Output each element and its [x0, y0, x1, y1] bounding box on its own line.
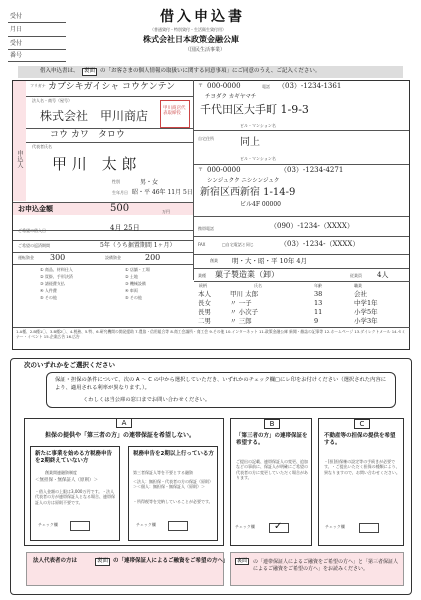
loan-amount-unit: 万円: [162, 209, 170, 214]
selection-heading: 次のいずれかをご選択ください: [24, 361, 115, 369]
family-table: [194, 281, 410, 326]
business-value[interactable]: 菓子製造業（卸）: [215, 270, 279, 279]
rep-name-value[interactable]: 甲 川 太 郎: [52, 155, 137, 173]
equipment-label: 設備資金: [105, 255, 121, 260]
divider: [194, 130, 409, 131]
option-a-right-checkbox[interactable]: [168, 521, 188, 531]
equipment-value[interactable]: 200: [145, 253, 161, 262]
check-label: チェック欄: [136, 522, 156, 527]
facility-item[interactable]: ③ 機械設備: [125, 281, 146, 286]
table-cell[interactable]: 11: [314, 308, 323, 316]
table-cell[interactable]: 38: [314, 290, 323, 298]
consent-notice: 借入申込書は、 裏面 の「お客さまの個人情報の取扱いに関する同意事項」にご同意のうえ、ご記入ください。: [18, 66, 403, 78]
purpose-item[interactable]: ① 商品、材料仕入: [40, 267, 73, 272]
number-label: 番号: [10, 52, 23, 59]
accepted-label: 受付: [10, 40, 23, 47]
facility-item[interactable]: ② 土地: [125, 274, 138, 279]
form-subtitle: （普通貸付・特別貸付・生活衛生貸付用）: [150, 27, 226, 32]
table-cell[interactable]: 甲川 太郎: [230, 290, 259, 298]
home-building-label: ビル・マンション名: [240, 156, 276, 161]
division-label: （国民生活事業）: [185, 47, 226, 53]
address-furigana-value[interactable]: チヨダク カギヤマチ: [205, 94, 257, 100]
office-postal-label: 〒: [198, 167, 204, 173]
option-b-title: 「第三者の方」の連帯保証を希望する。: [236, 433, 308, 447]
founding-value[interactable]: 明・大・昭・平 10年 4月: [232, 257, 308, 265]
option-b-panel: [230, 418, 312, 546]
option-a-left-checkbox[interactable]: [70, 521, 90, 531]
col-name: 氏名: [254, 283, 262, 288]
divider: [194, 268, 409, 269]
corp-name-label: 法人名・商号（屋号）: [32, 98, 72, 103]
divider: [194, 254, 409, 255]
divider: [8, 36, 66, 37]
table-cell[interactable]: 二男: [198, 317, 211, 325]
corp-name-value[interactable]: 株式会社 甲川商店: [40, 109, 149, 123]
divider: [13, 264, 193, 265]
date-label: 月日: [10, 26, 23, 33]
option-a-letter: A: [116, 418, 132, 428]
form-title: 借入申込書: [160, 9, 245, 25]
option-c-checkbox[interactable]: [359, 523, 379, 533]
home-address-value[interactable]: 同上: [240, 137, 260, 148]
option-c-notes: ・[担]担保権の設定等の手続きが必要です。・ご提出いただく担保の種類により、異なりますので、お問い合わせください。: [324, 459, 400, 475]
applicant-side-band: [13, 81, 26, 201]
divider: [194, 236, 409, 237]
option-a-left: 新たに事業を始める方税務申告を2期終えていない方 創業関連融資制度 ＜無担保・無保証人（原則）＞ ・借入金額の上限は3,000万円です。・法人代表者の方が連帯保証人となる場合、連帯保証人の方は原則不要です。: [30, 446, 120, 541]
fax-label: FAX: [198, 242, 206, 247]
col-job: 職業: [354, 283, 362, 288]
postal-value[interactable]: 000-0000: [207, 82, 241, 90]
column-divider: [193, 80, 194, 280]
divider: [13, 327, 410, 328]
rep-label: 代表者氏名: [32, 144, 52, 149]
divider: [8, 49, 66, 50]
option-c-panel: [318, 418, 404, 546]
office-tel-value[interactable]: （03）-1234-4271: [280, 166, 344, 174]
operation-value[interactable]: 300: [50, 253, 66, 262]
back-side-ref: 裏面: [237, 558, 248, 564]
fax-note: □自宅電話と同じ: [222, 242, 254, 247]
company-seal: 甲川商店代表取締役: [160, 100, 190, 128]
borrow-date-value[interactable]: 4月 25日: [110, 224, 140, 232]
option-a-title: 担保の提供や「第三者の方」の連帯保証を希望しない。: [45, 432, 196, 439]
bottom-left-note: 法人代表者の方は 裏面 の「連帯保証人によるご融資をご希望の方へ」: [26, 552, 224, 586]
facility-item[interactable]: ① 店舗・工場: [125, 267, 150, 272]
employees-label: 従業員: [350, 273, 362, 278]
loan-section-label: お申込金額: [18, 205, 53, 213]
table-cell[interactable]: 13: [314, 299, 323, 307]
table-cell[interactable]: 9: [314, 317, 319, 325]
divider: [8, 61, 66, 62]
building-label: ビル・マンション名: [240, 123, 276, 128]
table-cell[interactable]: 中学1年: [354, 299, 378, 307]
divider: [13, 252, 193, 253]
office-furigana-value[interactable]: シンジュクク ニシシンジュク: [207, 178, 280, 184]
table-cell[interactable]: 小学5年: [354, 308, 378, 316]
table-cell[interactable]: 〃 小次子: [230, 308, 259, 316]
check-mark-icon: ✓: [274, 521, 283, 532]
tel-label: 電話: [262, 84, 270, 89]
purpose-item[interactable]: ② 買掛、手形決済: [40, 274, 73, 279]
period-value[interactable]: 5年（うち据置期間 1ヶ月）: [100, 242, 176, 249]
gender-label: 性別: [112, 179, 120, 184]
divider: [8, 22, 66, 23]
divider: [26, 96, 193, 97]
rep-furigana-value[interactable]: コウ カワ タロウ: [50, 130, 125, 140]
selection-instructions: 保証・担保の条件について、次の A ～ C の中から選択していただき、いずれかのチェック欄□にレ印をお付けください（選択された内容により、適用される利率が異なります。）。 くわしくは当公庫の窓口までお問い合わせください。: [46, 372, 396, 408]
col-age: 年齢: [314, 283, 322, 288]
divider: [194, 216, 409, 217]
table-cell[interactable]: 本人: [198, 290, 211, 298]
business-label: 業種: [198, 273, 206, 278]
gender-value[interactable]: 男・女: [140, 179, 159, 186]
address-value[interactable]: 千代田区大手町 1-9-3: [200, 103, 309, 116]
option-b-checkbox[interactable]: [269, 523, 289, 533]
col-relation: 続柄: [199, 283, 207, 288]
office-address-value[interactable]: 新宿区西新宿 1-14-9: [200, 187, 296, 198]
office-building-value[interactable]: ビル4F 00000: [240, 201, 281, 208]
period-label: ご希望の返済期間: [18, 243, 50, 248]
option-b-letter: B: [264, 419, 280, 429]
home-address-label: 自宅住所: [198, 136, 214, 141]
purpose-item[interactable]: ④ 人件費: [40, 288, 57, 293]
table-cell[interactable]: 長女: [198, 299, 211, 307]
facility-item[interactable]: ④ 車両: [125, 288, 138, 293]
table-cell[interactable]: 小学3年: [354, 317, 378, 325]
option-a-right: 税務申告を2期以上行っている方 第三者保証人等を不要とする融資 ＜法人：無担保・代表者の方の保証（原則）＞＜個人：無担保・無保証人（原則）＞ ・所得税等を完納していることが必要です。: [128, 446, 218, 541]
back-side-ref: 裏面: [84, 68, 96, 74]
corp-furigana-value[interactable]: カブシキガイシャ コウケンテン: [48, 82, 176, 92]
founding-label: 創業: [210, 258, 218, 263]
furigana-label: フリガナ: [30, 83, 46, 88]
postal-label: 〒: [198, 83, 204, 89]
purpose-item[interactable]: ③ 諸経費支払: [40, 281, 65, 286]
divider: [13, 240, 193, 241]
option-c-title: 不動産等の担保の提供を希望する。: [324, 433, 396, 447]
employees-value[interactable]: 4人: [377, 271, 389, 279]
divider: [26, 142, 193, 143]
check-label: チェック欄: [235, 524, 255, 529]
table-cell[interactable]: 会社: [354, 290, 367, 298]
source-footnote: 1.A種、2.B種1〇、3.B種2〇、4.税務、5.特、6.研究機関の開発援助 7.農協・信用組合等 8.商工会議所・商工会 9.その他 10.インターネット 11.政策金融公庫 新聞・雑誌の記事等 12.ホームページ 13.ダイレクトメール 14.セミナー・イベント 15.企業広告 16.広告: [16, 329, 406, 339]
back-side-ref: 裏面: [97, 558, 109, 564]
table-cell[interactable]: 〃 一子: [230, 299, 252, 307]
tel-value[interactable]: （03）-1234-1361: [278, 82, 342, 90]
table-cell[interactable]: 長男: [198, 308, 211, 316]
bottom-right-note: 裏面 の「連帯保証人によるご融資をご希望の方へ」と「第三者保証人によるご融資をご希望の方へ」をお読みください。: [230, 552, 404, 586]
divider: [194, 164, 409, 165]
purpose-item[interactable]: ⑤ その他: [40, 295, 57, 300]
operation-label: 運転資金: [18, 255, 34, 260]
fax-value[interactable]: （03）-1234-（XXXX）: [280, 240, 360, 248]
check-label: チェック欄: [325, 524, 345, 529]
mobile-value[interactable]: （090）-1234-（XXXX）: [270, 222, 354, 230]
applicant-label: 申込人: [16, 150, 23, 168]
loan-amount-value[interactable]: 500: [110, 203, 130, 214]
office-postal-value[interactable]: 000-0000: [207, 166, 241, 174]
option-c-letter: C: [354, 419, 370, 429]
received-label: 受付: [10, 13, 23, 20]
mobile-label: 携帯電話: [198, 226, 214, 231]
birth-label: 生年月日: [112, 190, 128, 195]
birth-value[interactable]: 昭・平 46年 11月 5日: [132, 189, 193, 196]
divider: [26, 128, 193, 129]
facility-item[interactable]: ⑤ その他: [125, 295, 142, 300]
table-cell[interactable]: 〃 三郎: [230, 317, 252, 325]
borrow-date-label: ご希望の借入日: [18, 228, 46, 233]
check-label: チェック欄: [38, 522, 58, 527]
company-name: 株式会社日本政策金融公庫: [143, 35, 239, 44]
option-b-notes: ご提出の記載、連帯保証人の変更、追加などの事前に、保証人が明確にご希望の代表者の方に変更していただく場合があります。: [236, 459, 308, 481]
